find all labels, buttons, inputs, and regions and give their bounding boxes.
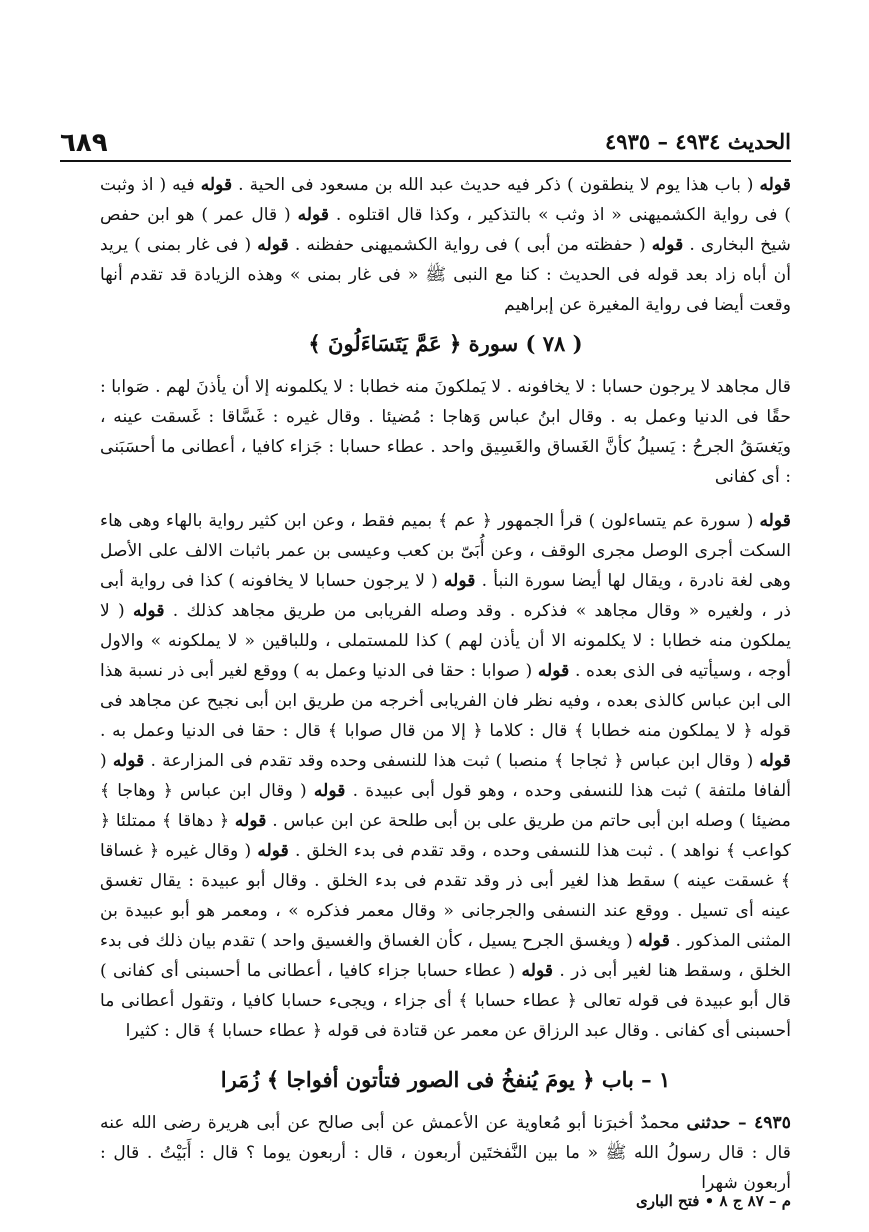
paragraph [100, 372, 791, 492]
keyword-qawluhu: قوله [759, 511, 791, 531]
keyword-qawluhu: قوله [651, 235, 684, 255]
chapter-heading: ١ – باب ﴿ يومَ يُنفخُ فى الصور فتأتون أفواجا ﴾ زُمَرا [220, 1067, 671, 1092]
keyword-qawluhu: قوله [200, 175, 233, 195]
text-run: ( قال عمر ) هو ابن حفص شيخ البخارى . [100, 205, 791, 255]
keyword-qawluhu: قوله [537, 661, 570, 681]
text-run: ( حفظته من أبى ) فى رواية الكشميهنى حفظنه . [288, 235, 652, 255]
keyword-qawluhu: قوله [132, 601, 165, 621]
text-run: ( سورة عم يتساءلون ) قرأ الجمهور ﴿ عم ﴾ بميم فقط ، وعن ابن كثير رواية بالهاء وهى هاء السكت أجرى الوصل مجرى الوقف ، وعن أُبَىّ بن كعب وعيسى بن عمر باثبات الالف على الأصل وهى لغة نادرة ، ويقال لها أيضا سورة النبأ . [100, 511, 791, 591]
page-body [100, 170, 791, 1198]
text-run: ( باب هذا يوم لا ينطقون ) ذكر فيه حديث عبد الله بن مسعود فى الحية . [232, 175, 760, 195]
keyword-qawluhu: قوله [638, 931, 670, 951]
text-run: ( وقال غيره ﴿ غساقا ﴾ غسقت عينه ) سقط هذا لغير أبى ذر وقد تقدم فى بدء الخلق . وقال أبو عبيدة : يقال تغسق عينه أى تسيل . ووقع عند النسفى والجرجانى « وقال معمر فذكره » ، ومعمر هو أبو عبيدة بن المثنى المذكور . [100, 841, 791, 951]
keyword-qawluhu: قوله [759, 751, 791, 771]
text-run: ﴿ دهاقا ﴾ ممتلئا ﴿ كواعب ﴾ نواهد ) . ثبت هذا للنسفى وحده ، وقد تقدم فى بدء الخلق . [100, 811, 791, 861]
paragraph [100, 506, 791, 1046]
keyword-qawluhu: قوله [257, 841, 289, 861]
keyword-qawluhu: قوله [313, 781, 346, 801]
page-footer: م – ٨٧ ج ٨ • فتح البارى [635, 1192, 791, 1210]
keyword-qawluhu: قوله [257, 235, 289, 255]
text-run: ( وقال ابن عباس ﴿ وهاجا ﴾ مضيئا ) وصله ابن أبى حاتم من طريق على بن أبى طلحة عن ابن عباس . [100, 781, 791, 831]
keyword-qawluhu: قوله [297, 205, 330, 225]
keyword-qawluhu: قوله [521, 961, 554, 981]
page-number: ٦٨٩ [60, 128, 108, 158]
text-run: قال مجاهد لا يرجون حسابا : لا يخافونه . لا يَملكونَ منه خطابا : لا يكلمونه إلا أن يأذنَ لهم . صَوابا : حقًا فى الدنيا وعمل به . وقال ابنُ عباس وَهاجا : مُضيئا . وقال غيره : غَسَّاقا : غَسقت عينه ، ويَغسَقُ الجرحُ : يَسيلُ كأنَّ الغَساق والغَسِيق واحد . عطاء حسابا : جَزاء كافيا ، أعطانى ما أحسَبَنى : أى كفانى [100, 377, 791, 487]
text-run: ( صوابا : حقا فى الدنيا وعمل به ) ووقع لغير أبى ذر نسبة هذا الى ابن عباس كالذى بعده ، وفيه نظر فان الفريابى أخرجه من طريق ابن أبى نجيح عن مجاهد فى قوله ﴿ لا يملكون منه خطابا ﴾ قال : كلاما ﴿ إلا من قال صوابا ﴾ قال : حقا فى الدنيا وعمل به . [100, 661, 791, 741]
text-run: ( ويغسق الجرح يسيل ، كأن الغساق والغسيق واحد ) تقدم بيان ذلك فى بدء الخلق ، وسقط هنا لغير أبى ذر . [100, 931, 791, 981]
text-run: ( فى غار بمنى ) يريد أن أباه زاد بعد قوله فى الحديث : كنا مع النبى ﷺ « فى غار بمنى » وهذه الزيادة قد تقدم أنها وقعت أيضا فى رواية المغيرة عن إبراهيم [100, 235, 791, 315]
keyword-qawluhu: قوله [759, 175, 791, 195]
paragraph [100, 170, 791, 320]
keyword-qawluhu: قوله [112, 751, 145, 771]
keyword-qawluhu: ٤٩٣٥ – حدثنى [686, 1113, 791, 1133]
keyword-qawluhu: قوله [443, 571, 476, 591]
text-run: ( عطاء حسابا جزاء كافيا ، أعطانى ما أحسبنى أى كفانى ) قال أبو عبيدة فى قوله تعالى ﴿ عطاء حسابا ﴾ أى جزاء ، ويجىء حسابا كافيا ، وتقول أعطانى ما أحسبنى أى كفانى . وقال عبد الرزاق عن معمر عن قتادة فى قوله ﴿ عطاء حسابا ﴾ قال : كثيرا [100, 961, 791, 1041]
text-run: ( ألفافا ملتفة ) ثبت هذا للنسفى وحده ، وهو قول أبى عبيدة . [100, 751, 791, 801]
text-run: محمدٌ أخبرَنا أبو مُعاوية عن الأعمش عن أبى صالح عن أبى هريرة رضى الله عنه قال : قال رسولُ الله ﷺ « ما بين النَّفختَين أربعون ، قال : أربعون يوما ؟ قال : أَبَيْتُ . قال : أربعون شهرا [100, 1113, 791, 1193]
text-run: ( لا يرجون حسابا لا يخافونه ) كذا فى رواية أبى ذر ، ولغيره « وقال مجاهد » فذكره . وقد وصله الفريابى من طريق مجاهد كذلك . [100, 571, 792, 621]
paragraph [100, 1108, 791, 1198]
text-run: فيه ( اذ وثبت ) فى رواية الكشميهنى « اذ وثب » بالتذكير ، وكذا قال اقتلوه . [100, 175, 791, 225]
surah-heading: ( ٧٨ ) سورة ﴿ عَمَّ يَتَسَاءَلُونَ ﴾ [308, 331, 583, 356]
keyword-qawluhu: قوله [234, 811, 267, 831]
text-run: ( لا يملكون منه خطابا : لا يكلمونه الا أن يأذن لهم ) كذا للمستملى ، وللباقين « لا يملكونه » والاول أوجه ، وسيأتيه فى الذى بعده . [100, 601, 791, 681]
page-header [60, 112, 791, 162]
text-run: ( وقال ابن عباس ﴿ ثجاجا ﴾ منصبا ) ثبت هذا للنسفى وحده وقد تقدم فى المزارعة . [144, 751, 760, 771]
running-title: الحديث ٤٩٣٤ – ٤٩٣٥ [605, 129, 791, 154]
